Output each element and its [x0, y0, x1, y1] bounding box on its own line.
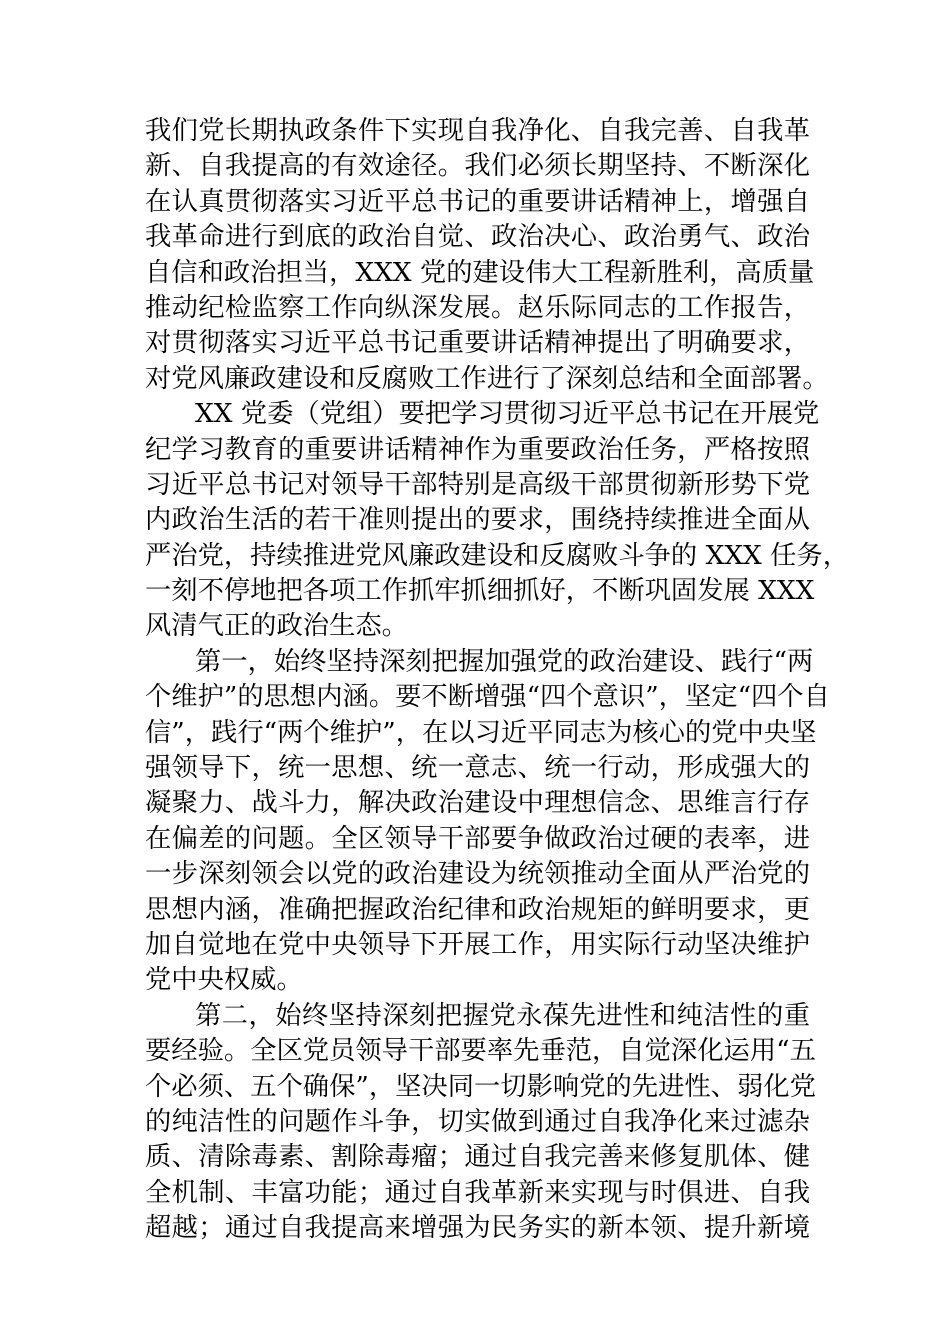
text-line: 新、自我提高的有效途径。我们必须长期坚持、不断深化: [145, 151, 810, 182]
text-line: 第一，始终坚持深刻把握加强党的政治建设、践行“两: [195, 646, 814, 677]
paragraph-1: [145, 114, 829, 397]
text-line: 在偏差的问题。全区领导干部要争做政治过硬的表率，进: [145, 823, 810, 854]
paragraph-4: [145, 999, 816, 1247]
text-line: 凝聚力、战斗力，解决政治建设中理想信念、思维言行存: [145, 788, 810, 819]
text-line: 在认真贯彻落实习近平总书记的重要讲话精神上，增强自: [145, 186, 810, 217]
paragraph-2: [145, 397, 850, 645]
text-line: 风清气正的政治生态。: [145, 611, 408, 642]
text-line: 党中央权威。: [145, 965, 303, 996]
text-line: 第二，始终坚持深刻把握党永葆先进性和纯洁性的重: [195, 1000, 810, 1031]
text-line: 习近平总书记对领导干部特别是高级干部贯彻新形势下党: [145, 469, 810, 500]
text-line: 一步深刻领会以党的政治建设为统领推动全面从严治党的: [145, 859, 810, 890]
text-line: 强领导下，统一思想、统一意志、统一行动，形成强大的: [145, 753, 810, 784]
text-line: 对贯彻落实习近平总书记重要讲话精神提出了明确要求，: [145, 328, 810, 359]
text-line: 个必须、五个确保”，坚决同一切影响党的先进性、弱化党: [145, 1071, 816, 1102]
paragraph-3: [145, 645, 830, 999]
text-line: XX 党委（党组）要把学习贯彻习近平总书记在开展党: [195, 399, 820, 430]
text-line: 我们党长期执政条件下实现自我净化、自我完善、自我革: [145, 116, 810, 146]
text-line: 个维护”的思想内涵。要不断增强“四个意识”，坚定“四个自: [145, 682, 830, 713]
text-line: 自信和政治担当，XXX 党的建设伟大工程新胜利，高质量: [145, 257, 815, 288]
text-line: 要经验。全区党员领导干部要率先垂范，自觉深化运用“五: [145, 1036, 816, 1067]
text-line: 一刻不停地把各项工作抓牢抓细抓好，不断巩固发展 XXX: [145, 576, 815, 607]
text-line: 对党风廉政建设和反腐败工作进行了深刻总结和全面部署。: [145, 363, 829, 394]
text-line: 信”，践行“两个维护”，在以习近平同志为核心的党中央坚: [145, 717, 817, 748]
text-line: 全机制、丰富功能；通过自我革新来实现与时俱进、自我: [145, 1177, 810, 1208]
text-line: 的纯洁性的问题作斗争，切实做到通过自我净化来过滤杂: [145, 1106, 810, 1137]
text-line: 严治党，持续推进党风廉政建设和反腐败斗争的 XXX 任务，: [145, 540, 850, 571]
text-line: 超越；通过自我提高来增强为民务实的新本领、提升新境: [145, 1213, 810, 1244]
text-line: 内政治生活的若干准则提出的要求，围绕持续推进全面从: [145, 505, 810, 536]
text-line: 思想内涵，准确把握政治纪律和政治规矩的鲜明要求，更: [145, 894, 810, 925]
text-line: 推动纪检监察工作向纵深发展。赵乐际同志的工作报告，: [145, 292, 810, 323]
document-body: [145, 114, 850, 1247]
text-line: 纪学习教育的重要讲话精神作为重要政治任务，严格按照: [145, 434, 810, 465]
text-line: 质、清除毒素、割除毒瘤；通过自我完善来修复肌体、健: [145, 1142, 810, 1173]
text-line: 我革命进行到底的政治自觉、政治决心、政治勇气、政治: [145, 222, 810, 253]
text-line: 加自觉地在党中央领导下开展工作，用实际行动坚决维护: [145, 929, 810, 960]
